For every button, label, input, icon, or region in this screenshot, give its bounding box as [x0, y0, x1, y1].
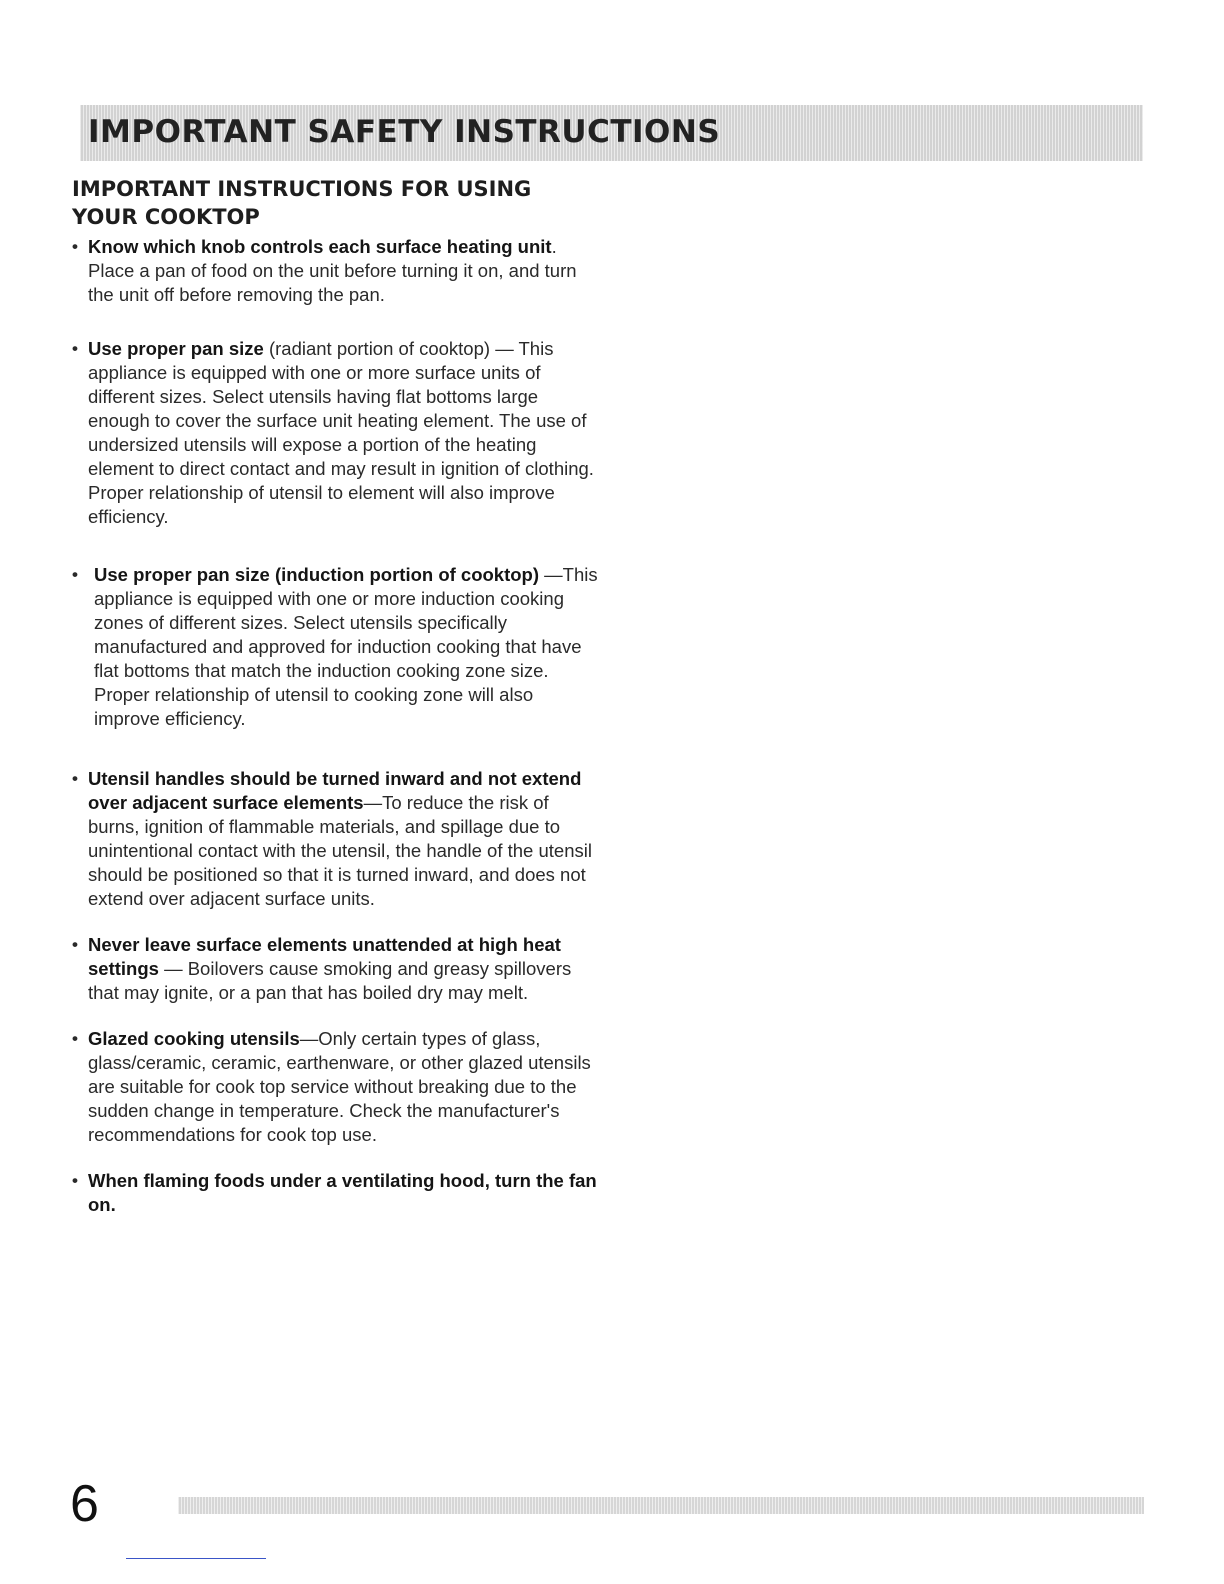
list-item: [72, 337, 602, 529]
item-text: (radiant portion of cooktop) — This appliance is equipped with one or more surface units of different sizes. Select utensils having flat bottoms large enough to cover the surface unit heating element. The use of undersized utensils will expose a portion of the heating element to direct contact and may result in ignition of clothing. Proper relationship of utensil to element will also improve efficiency.: [88, 338, 594, 527]
item-heading: When flaming foods under a ventilating hood, turn the fan on.: [88, 1170, 597, 1215]
item-text: . Place a pan of food on the unit before turning it on, and turn the unit off before removing the pan.: [88, 236, 577, 305]
bottom-rule: [126, 1558, 266, 1559]
item-heading: Glazed cooking utensils: [88, 1028, 300, 1049]
item-text: —Only certain types of glass, glass/ceramic, ceramic, earthenware, or other glazed utensils are suitable for cook top service without breaking due to the sudden change in temperature. Check the manufacturer's recommendations for cook top use.: [88, 1028, 591, 1145]
list-item: [72, 767, 602, 911]
item-text: —This appliance is equipped with one or more induction cooking zones of different sizes. Select utensils specifically manufactured and approved for induction cooking that have flat bottoms that match the induction cooking zone size. Proper relationship of utensil to cooking zone will also improve efficiency.: [94, 564, 598, 729]
item-heading: Never leave surface elements unattended at high heat settings: [88, 934, 561, 979]
item-heading: Utensil handles should be turned inward and not extend over adjacent surface elements: [88, 768, 582, 813]
bullet: •: [72, 1171, 78, 1190]
bullet: •: [72, 1029, 78, 1048]
bullet: •: [72, 935, 78, 954]
footer-bar: [178, 1497, 1144, 1514]
item-text: — Boilovers cause smoking and greasy spillovers that may ignite, or a pan that has boiled dry may melt.: [88, 958, 572, 1003]
bullet: •: [72, 237, 78, 256]
item-heading: Use proper pan size (induction portion of cooktop): [94, 564, 540, 585]
bullet: •: [72, 769, 78, 788]
page-title: IMPORTANT SAFETY INSTRUCTIONS: [88, 114, 721, 150]
list-item: [72, 563, 602, 731]
item-heading: Know which knob controls each surface heating unit: [88, 236, 552, 257]
page-number: 6: [70, 1475, 99, 1533]
section-heading: IMPORTANT INSTRUCTIONS FOR USING YOUR COOKTOP: [72, 177, 532, 229]
list-item: [72, 1169, 602, 1217]
instructions-content: [72, 175, 602, 1217]
bullet: •: [72, 565, 78, 584]
list-item: [72, 1027, 602, 1147]
list-item: [72, 933, 602, 1005]
list-item: [72, 235, 602, 307]
bullet: •: [72, 339, 78, 358]
item-heading: Use proper pan size: [88, 338, 264, 359]
item-text: —To reduce the risk of burns, ignition of flammable materials, and spillage due to unintentional contact with the utensil, the handle of the utensil should be positioned so that it is turned inward, and does not extend over adjacent surface units.: [88, 792, 592, 909]
